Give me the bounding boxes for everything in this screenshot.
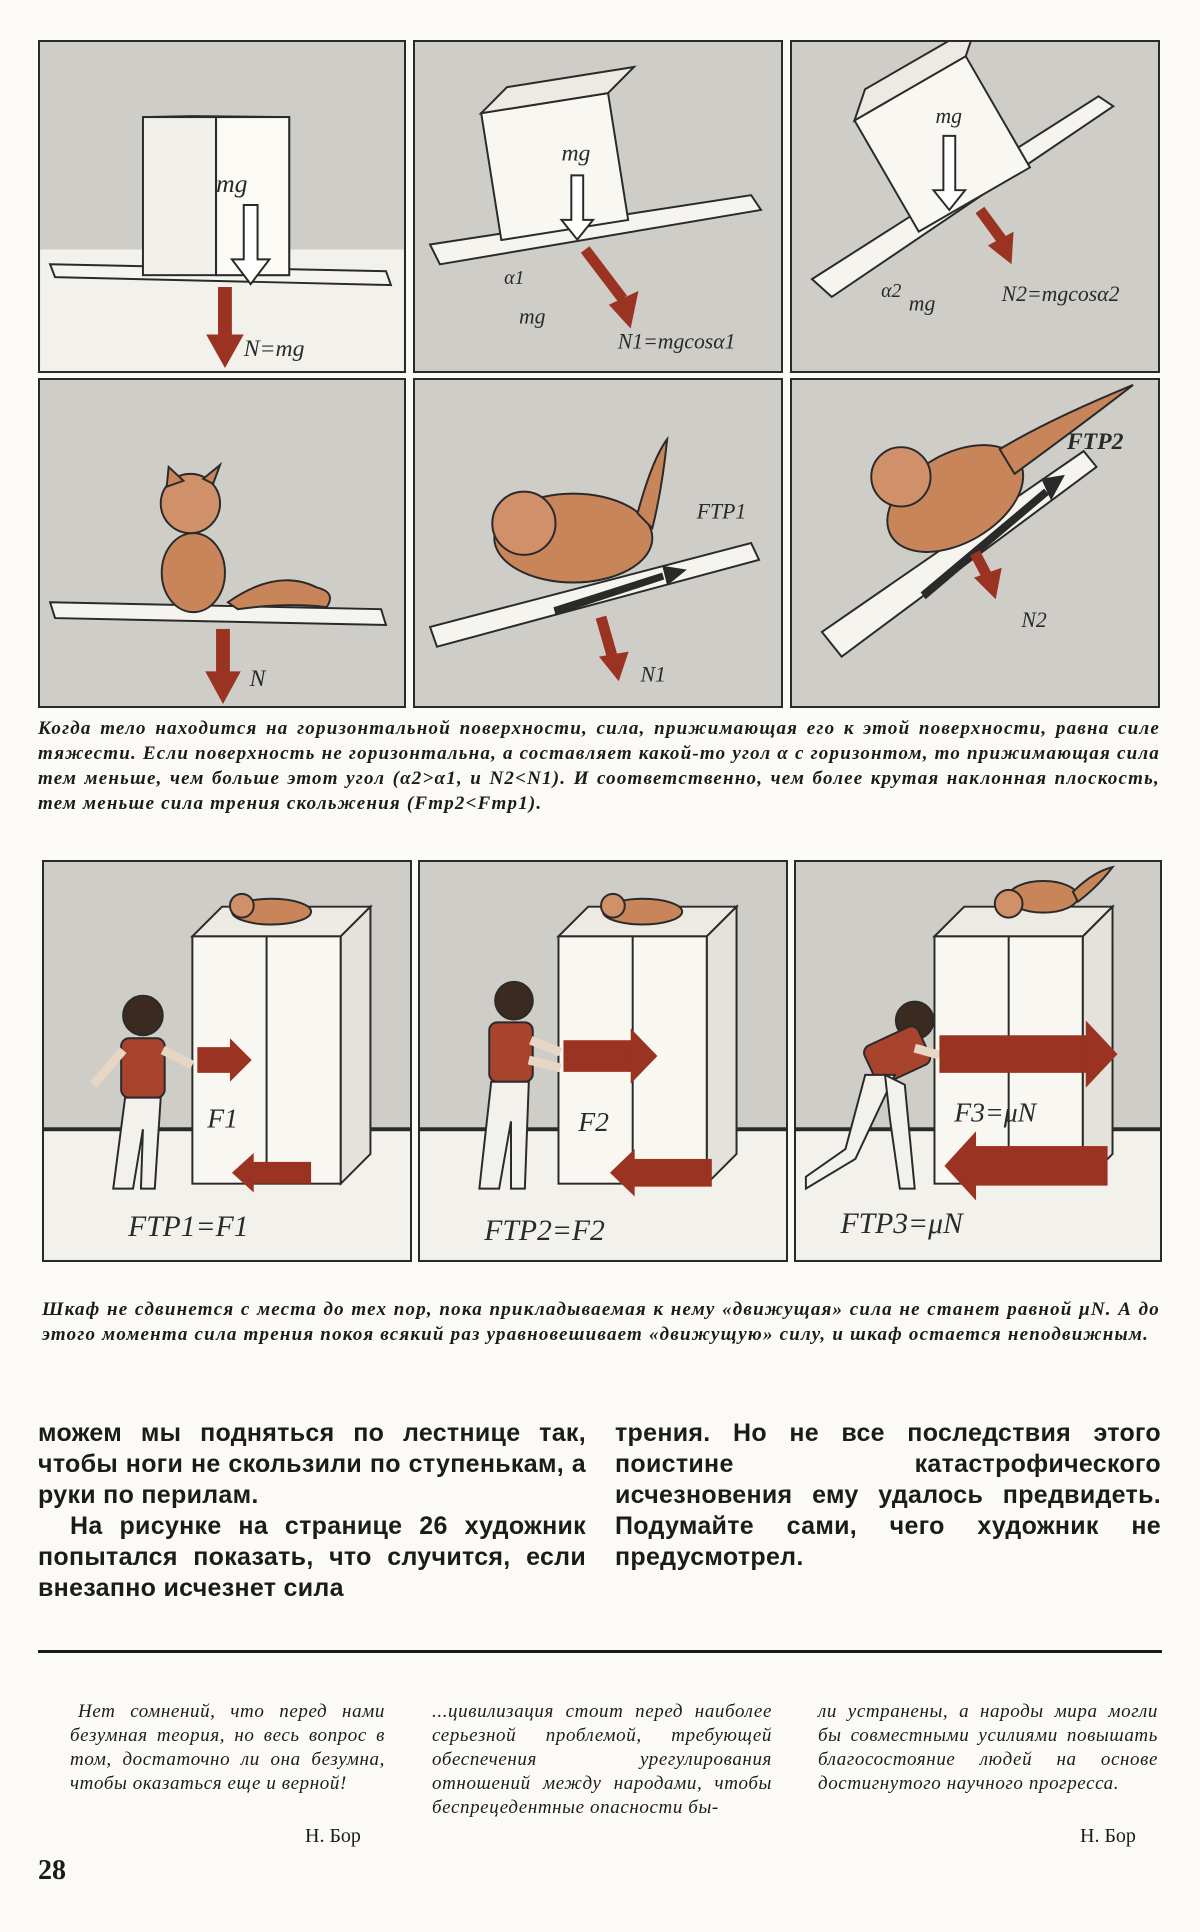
figure2-panel-1 [42, 860, 412, 1262]
push-force-label: F1 [207, 1102, 238, 1134]
friction-equation: FTP3=μN [840, 1208, 963, 1241]
push-force-label: F2 [578, 1106, 610, 1138]
quote-3-author: Н. Бор [1080, 1825, 1136, 1847]
boy-pushing-cabinet-2 [420, 862, 786, 1260]
page-number: 28 [38, 1855, 66, 1886]
figure1-panel-4 [38, 378, 406, 708]
figure2-panel-2 [418, 860, 788, 1262]
body-paragraph: На рисунке на странице 26 художник попытался показать, что случится, если внезапно исчезнет сила [38, 1512, 586, 1602]
cat-on-horizontal-board [40, 380, 404, 706]
friction-label: FTP1 [696, 499, 747, 524]
normal-force-label: N=mg [243, 336, 305, 363]
quote-2: ...цивилизация стоит перед наиболее серьезной проблемой, требующей обеспечения урегулирования отношений между народами, чтобы беспрецедентные опасности бы- [432, 1701, 772, 1818]
mg-label: mg [216, 169, 248, 199]
cat-on-slight-incline [415, 380, 781, 706]
mg-label: mg [561, 140, 591, 167]
normal-force-label: N1 [640, 662, 666, 687]
body-column-left [38, 1418, 586, 1604]
block-on-horizontal-board [40, 42, 404, 371]
block-on-steep-incline [792, 42, 1158, 371]
friction-equation: FTP2=F2 [484, 1215, 605, 1248]
body-column-right [615, 1418, 1161, 1573]
mg-label: mg [935, 104, 963, 129]
mg-component-label: mg [518, 304, 546, 329]
friction-label: FTP2 [1066, 429, 1124, 456]
boy-pushing-cabinet-1 [44, 862, 410, 1260]
quote-1-author: Н. Бор [305, 1825, 361, 1847]
figure1-panel-6 [790, 378, 1160, 708]
figure1-panel-1 [38, 40, 406, 373]
angle-label: α2 [881, 279, 902, 302]
normal-force-label: N2=mgcosα2 [1001, 281, 1120, 306]
friction-equation: FTP1=F1 [128, 1211, 249, 1244]
quote-3: ли устранены, а народы мира могли бы совместными усилиями повышать благосостояние людей на основе достигнутого научного прогресса. [818, 1701, 1158, 1794]
body-paragraph: можем мы подняться по лестнице так, чтобы ноги не скользили по ступенькам, а руки по перилам. [38, 1419, 586, 1509]
figure1-panel-3 [790, 40, 1160, 373]
block-on-slight-incline [415, 42, 781, 371]
figure1-caption: Когда тело находится на горизонтальной поверхности, сила, прижимающая его к этой поверхности, равна силе тяжести. Если поверхность не горизонтальна, а составляет какой-то угол α с горизонтом, то прижимающая сила тем меньше, чем больше этот угол (α2>α1, и N2<N1). И соответственно, чем более крутая наклонная плоскость, тем меньше сила трения скольжения (Fтр2<Fтр1). [38, 718, 1160, 814]
figure2-panel-3 [794, 860, 1162, 1262]
figure1-panel-2 [413, 40, 783, 373]
body-paragraph: трения. Но не все последствия этого поистине катастрофического исчезновения ему удалось предвидеть. Подумайте сами, чего художник не предусмотрел. [615, 1419, 1161, 1571]
normal-force-label: N1=mgcosα1 [617, 329, 736, 354]
section-divider [38, 1650, 1162, 1653]
figure1-panel-5 [413, 378, 783, 708]
push-force-label: F3=μN [954, 1096, 1037, 1128]
cat-on-steep-incline [792, 380, 1158, 706]
boy-pushing-cabinet-3 [796, 862, 1160, 1260]
mg-component-label: mg [908, 291, 936, 316]
normal-force-label: N [249, 666, 266, 693]
figure2-caption: Шкаф не сдвинется с места до тех пор, пока прикладываемая к нему «движущая» сила не станет равной μN. А до этого момента сила трения покоя всякий раз уравновешивает «движущую» силу, и шкаф остается неподвижным. [42, 1299, 1160, 1345]
normal-force-label: N2 [1021, 607, 1047, 632]
quote-1: Нет сомнений, что перед нами безумная теория, но весь вопрос в том, достаточно ли она безумна, чтобы оказаться еще и верной! [70, 1701, 385, 1794]
angle-label: α1 [504, 267, 525, 290]
